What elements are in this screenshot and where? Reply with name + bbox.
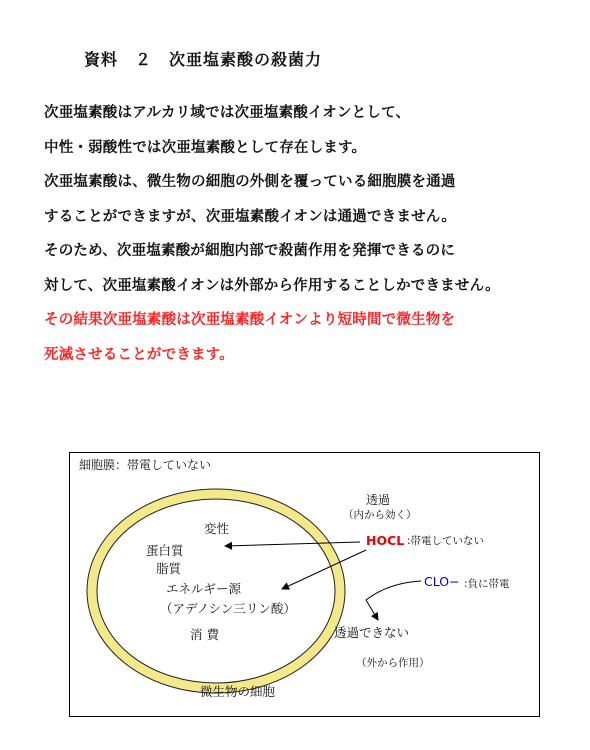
paragraph-line: することができますが、次亜塩素酸イオンは通過できません。 (44, 208, 457, 225)
hocl-desc: :帯電していない (407, 535, 485, 547)
pass-label: 透過 (366, 493, 391, 507)
hocl-to-energy-arrow (282, 550, 366, 589)
cell-caption: 微生物の細胞 (200, 684, 276, 699)
clo-label: CLO− (424, 574, 460, 589)
paragraph-line: 中性・弱酸性では次亜塩素酸として存在します。 (44, 139, 367, 156)
membrane-label: 細胞膜：帯電していない (79, 458, 212, 472)
highlight-line: 死滅させることができます。 (44, 346, 234, 363)
paragraph-line: 次亜塩素酸はアルカリ域では次亜塩素酸イオンとして、 (44, 105, 411, 121)
no-pass-sub-label: （外から作用） (356, 657, 430, 669)
protein-label: 蛋白質 (146, 543, 184, 558)
energy-label: エネルギー源 (166, 581, 242, 596)
no-pass-label: 透過できない (334, 625, 410, 640)
lipid-label: 脂質 (156, 561, 182, 576)
body-paragraph (44, 96, 584, 372)
diagram-frame (69, 452, 540, 717)
paragraph-line: そのため、次亜塩素酸が細胞内部で殺菌作用を発揮できるのに (44, 243, 456, 259)
clo-blocked-arrow (366, 581, 421, 620)
consume-label: 消 費 (190, 627, 219, 642)
page-title: 資料 ２ 次亜塩素酸の殺菌力 (84, 50, 323, 69)
clo-desc: :負に帯電 (464, 578, 510, 590)
pass-sub-label: （内から効く） (343, 509, 417, 521)
paragraph-line: 対して、次亜塩素酸イオンは外部から作用することしかできません。 (44, 277, 500, 294)
denature-label: 変性 (204, 521, 230, 536)
hocl-label: HOCL (366, 533, 405, 548)
highlight-line: その結果次亜塩素酸は次亜塩素酸イオンより短時間で微生物を (44, 312, 456, 328)
atp-label: （アデノシン三リン酸） (160, 601, 296, 616)
hocl-to-protein-arrow (225, 542, 360, 546)
paragraph-line: 次亜塩素酸は、微生物の細胞の外側を覆っている細胞膜を通過 (44, 174, 456, 190)
